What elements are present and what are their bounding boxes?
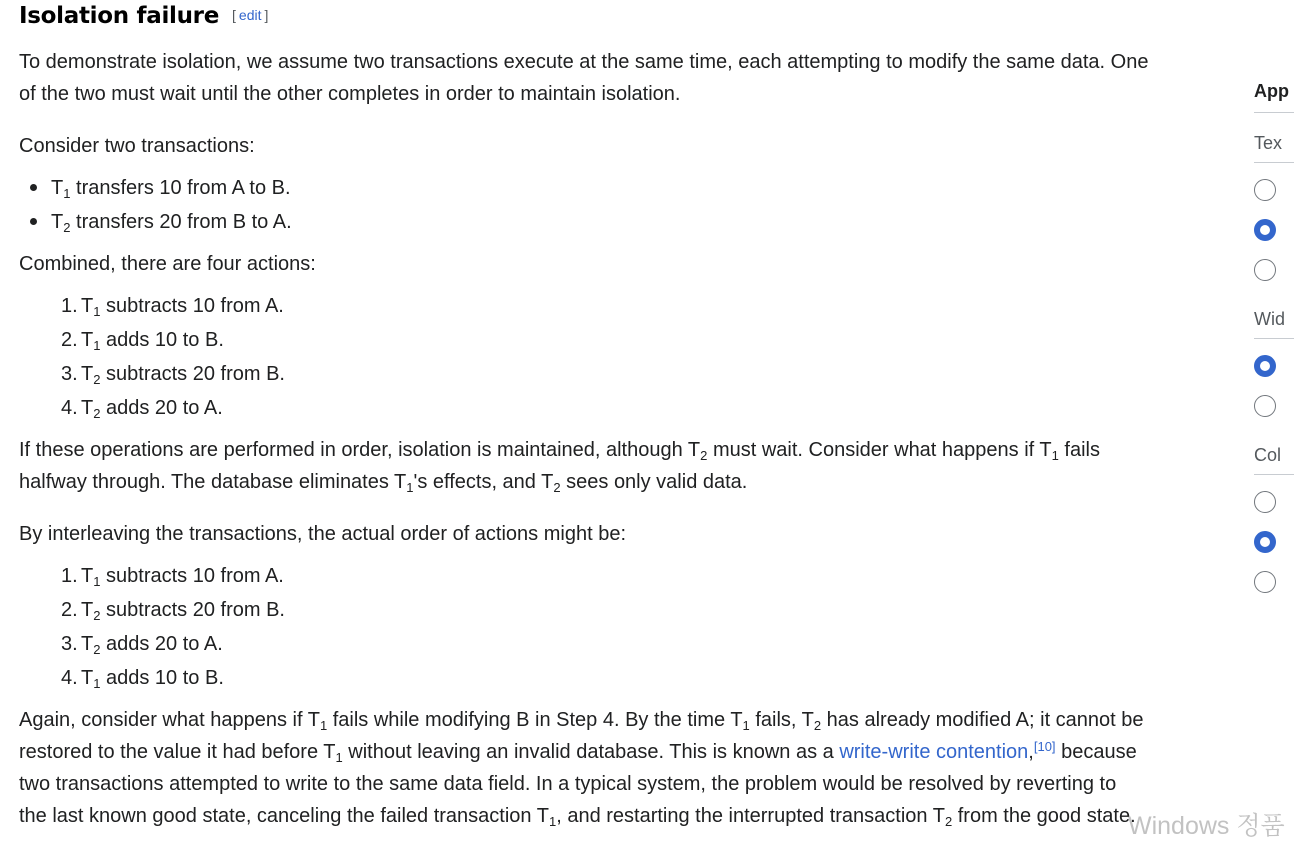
color-radio-dark[interactable] — [1254, 571, 1276, 593]
color-label: Col — [1254, 445, 1282, 465]
appearance-title: App — [1254, 81, 1289, 101]
list-item: 3. $T_2$ adds 20 to A. — [61, 633, 223, 657]
again-paragraph: Again, consider what happens if $T_1$ fails while modifying B in Step 4. By the time $T_1$ fails, $T_2$ has already modified A; it cannot be restored to the value it had before $T_1$ without leaving an invalid database. This is known as a write-write contention,[10] because two transactions attempted to write to the same data field. In a typical system, the problem would be resolved by reverting to the last known good state, canceling the failed transaction $T_1$, and restarting the interrupted transaction $T_2$ from the good state. — [19, 709, 1144, 829]
list-item: $T_2$ transfers 20 from B to A. — [51, 211, 292, 235]
bullet-dot — [30, 218, 37, 225]
edit-section-link[interactable]: edit — [238, 7, 262, 23]
list-item: 2. $T_2$ subtracts 20 from B. — [61, 599, 285, 623]
activation-watermark: Windows 정품 — [1128, 812, 1285, 840]
width-label: Wid — [1254, 309, 1285, 329]
divider — [1254, 162, 1294, 163]
list-item: 4. $T_1$ adds 10 to B. — [61, 667, 224, 691]
intro-paragraph: To demonstrate isolation, we assume two transactions execute at the same time, each attempting to modify the same data. One of the two must wait until the other completes in order to maintain isolation. — [19, 51, 1149, 105]
appearance-sidebar — [1254, 0, 1294, 843]
in-order-paragraph: If these operations are performed in order, isolation is maintained, although $T_2$ must wait. Consider what happens if $T_1$ fails halfway through. The database eliminates $T_1's$ effects, and $T_2$ sees only valid data. — [19, 439, 1100, 495]
bullet-dot — [30, 184, 37, 191]
section-heading-row — [19, 3, 268, 29]
list-item: 2. $T_1$ adds 10 to B. — [61, 329, 224, 353]
width-radio-wide[interactable] — [1254, 395, 1276, 417]
list-item: 4. $T_2$ adds 20 to A. — [61, 397, 223, 421]
text-size-radio-standard[interactable] — [1254, 219, 1276, 241]
combined-paragraph: Combined, there are four actions: — [19, 253, 316, 275]
list-item: $T_1$ transfers 10 from A to B. — [51, 177, 291, 201]
list-item: 3. $T_2$ subtracts 20 from B. — [61, 363, 285, 387]
list-item: 1. $T_1$ subtracts 10 from A. — [61, 565, 284, 589]
section-heading: Isolation failure — [19, 3, 220, 29]
width-radio-standard[interactable] — [1254, 355, 1276, 377]
reference-10-link[interactable]: [10] — [1033, 739, 1056, 754]
text-size-label: Tex — [1254, 133, 1283, 153]
interleave-paragraph: By interleaving the transactions, the actual order of actions might be: — [19, 523, 627, 545]
divider — [1254, 112, 1294, 113]
color-radio-automatic[interactable] — [1254, 491, 1276, 513]
list-item: 1. $T_1$ subtracts 10 from A. — [61, 295, 284, 319]
write-write-contention-link[interactable]: write-write contention — [839, 741, 1029, 763]
color-radio-light[interactable] — [1254, 531, 1276, 553]
consider-paragraph: Consider two transactions: — [19, 135, 255, 157]
divider — [1254, 474, 1294, 475]
text-size-radio-small[interactable] — [1254, 179, 1276, 201]
text-size-radio-large[interactable] — [1254, 259, 1276, 281]
divider — [1254, 338, 1294, 339]
edit-section-link-wrapper: [ edit ] — [232, 7, 269, 23]
